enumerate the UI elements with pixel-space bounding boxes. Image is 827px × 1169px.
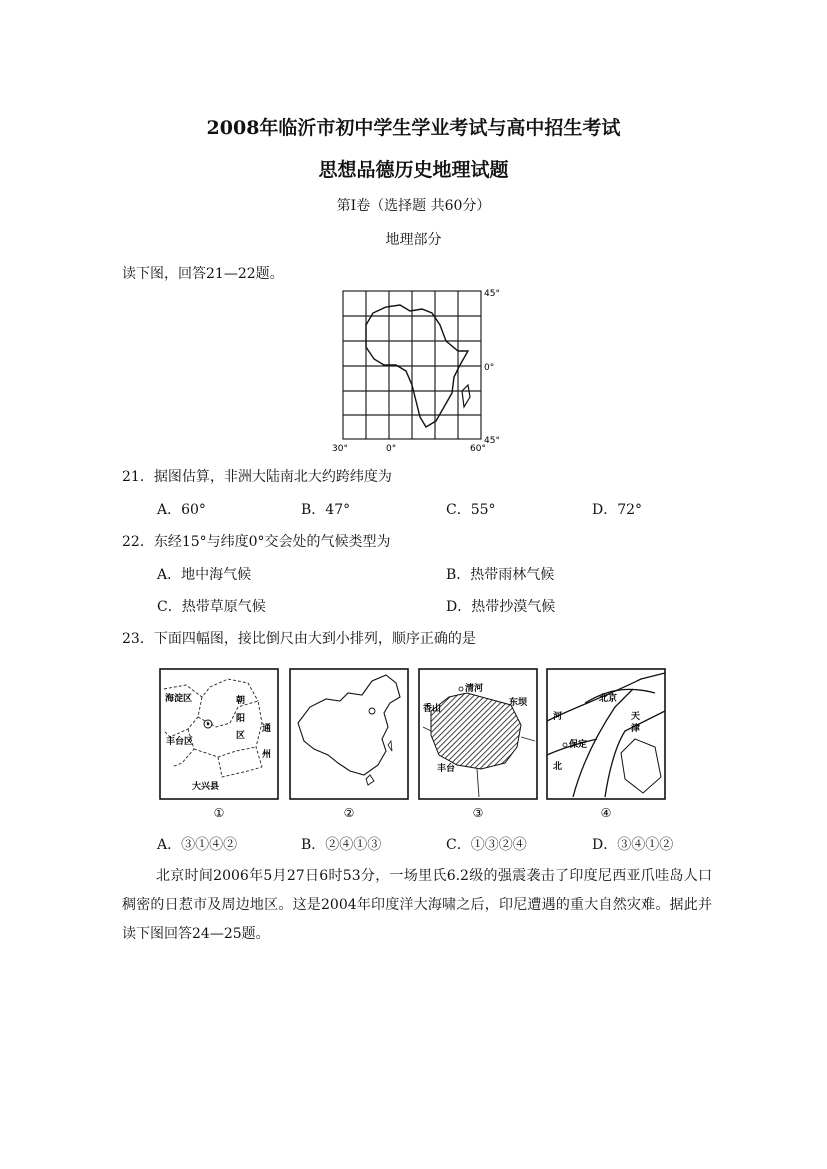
q22-option-c: C．热带草原气候 — [157, 599, 266, 615]
madagascar-outline — [462, 385, 470, 407]
q23-option-c: C．①③②④ — [446, 837, 527, 853]
q21-option-d: D．72° — [592, 502, 643, 518]
map-4-number: ④ — [600, 806, 612, 820]
map-1-number: ① — [213, 806, 225, 820]
map4-label-beijing: 北京 — [599, 694, 618, 704]
map4-label-baoding: 保定 — [569, 740, 588, 750]
earthquake-passage: 北京时间2006年5月27日6时53分，一场里氏6.2级的强震袭击了印度尼西亚爪哇岛人口稠密的日惹市及周边地区。这是2004年印度洋大海啸之后，印尼遭遇的重大自然灾难。据此并读下图回答24—25题。 — [122, 868, 712, 942]
map1-label-qu: 区 — [236, 731, 246, 741]
page-subtitle: 思想品德历史地理试题 — [318, 159, 509, 181]
map3-label-fengtai: 丰台 — [437, 764, 456, 774]
map1-label-chao: 朝 — [236, 696, 246, 706]
map3-label-qinghe: 清河 — [465, 684, 484, 694]
q23-option-d: D．③④①② — [592, 837, 674, 853]
q22-option-a: A．地中海气候 — [157, 567, 252, 583]
map-3-beijing-urban — [417, 667, 539, 827]
q22-option-d: D．热带抄漠气候 — [446, 599, 556, 615]
q21-option-b: B．47° — [301, 502, 351, 518]
map1-label-zhou: 州 — [262, 750, 272, 760]
map-2-china — [288, 667, 410, 827]
volume-label: 第Ⅰ卷（选择题 共60分） — [336, 198, 491, 214]
map1-label-daxing: 大兴县 — [192, 782, 220, 792]
question-22-stem: 22．东经15°与纬度0°交会处的气候类型为 — [122, 534, 391, 550]
q21-option-a: A．60° — [157, 502, 206, 518]
map-3-number: ③ — [472, 806, 484, 820]
question-21-stem: 21．据图估算，非洲大陆南北大约跨纬度为 — [122, 469, 392, 485]
map4-label-he: 河 — [553, 712, 563, 722]
lon-mid-label: 0° — [386, 444, 397, 454]
lat-bottom-label: 45° — [484, 436, 500, 446]
question-23-stem: 23．下面四幅图，接比倒尺由大到小排列，顺序正确的是 — [122, 631, 476, 647]
map4-label-tian: 天 — [631, 712, 641, 722]
map-2-number: ② — [343, 806, 355, 820]
map4-label-bei: 北 — [553, 762, 563, 772]
map1-label-haidian: 海淀区 — [165, 694, 193, 704]
section-label: 地理部分 — [385, 232, 442, 248]
lat-mid-label: 0° — [484, 363, 495, 373]
q22-option-b: B．热带雨林气候 — [446, 567, 555, 583]
map1-label-yang: 阳 — [236, 714, 246, 724]
q23-option-b: B．②④①③ — [301, 837, 382, 853]
lon-right-label: 60° — [470, 444, 486, 454]
map3-label-xiangshan: 香山 — [423, 704, 442, 714]
africa-grid-map — [328, 285, 500, 455]
page-title: 2008年临沂市初中学生学业考试与高中招生考试 — [206, 117, 621, 139]
lat-top-label: 45° — [484, 289, 500, 299]
map3-label-dongba: 东坝 — [509, 698, 528, 708]
q21-option-c: C．55° — [446, 502, 496, 518]
map-4-jingjin-region — [545, 667, 667, 827]
map-1-beijing-districts — [158, 667, 280, 827]
map4-label-jin: 津 — [631, 724, 641, 734]
q23-option-a: A．③①④② — [157, 837, 238, 853]
intro-21-22: 读下图，回答21—22题。 — [122, 266, 284, 282]
map1-label-tong: 通 — [262, 724, 272, 734]
lon-left-label: 30° — [332, 444, 348, 454]
map1-label-fengtai: 丰台区 — [166, 737, 194, 747]
